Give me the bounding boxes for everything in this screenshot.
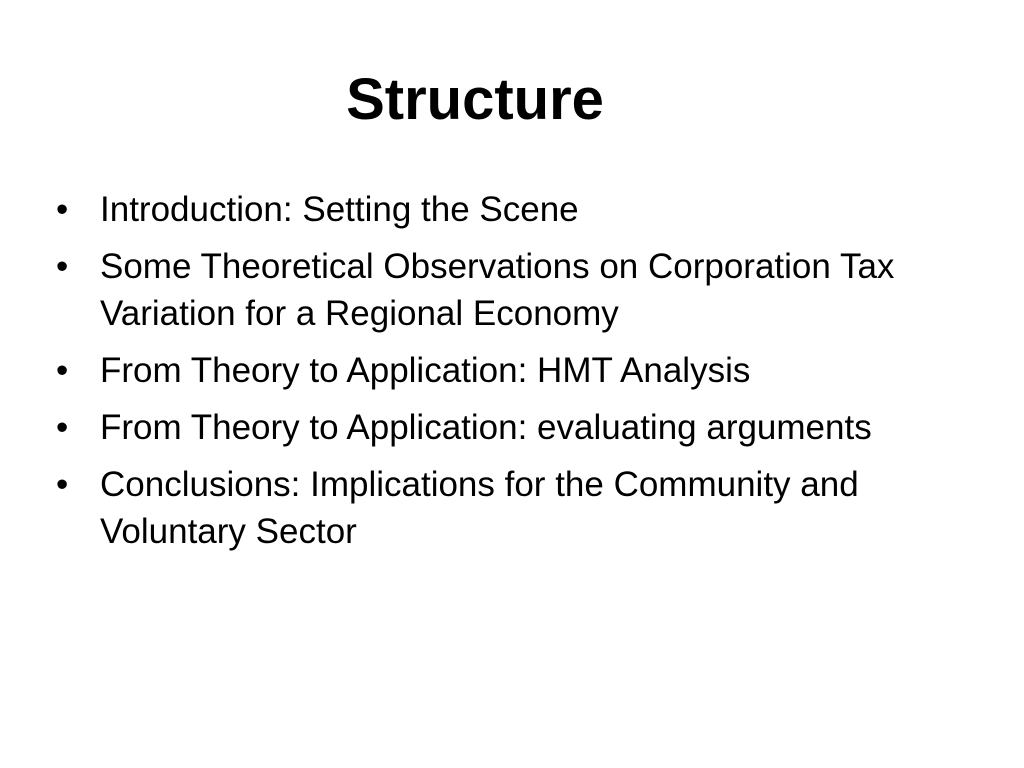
list-item (56, 404, 956, 451)
bullet-icon: • (56, 190, 69, 229)
bullet-list (56, 186, 956, 565)
bullet-icon: • (56, 465, 69, 504)
list-item (56, 347, 956, 394)
list-item-text: Introduction: Setting the Scene (100, 190, 579, 229)
bullet-icon: • (56, 351, 69, 390)
list-item (56, 186, 956, 233)
list-item-text: Conclusions: Implications for the Community and Voluntary Sector (100, 465, 859, 551)
list-item-text: Some Theoretical Observations on Corporation Tax Variation for a Regional Economy (100, 247, 895, 333)
list-item-text: From Theory to Application: evaluating arguments (100, 408, 872, 447)
list-item (56, 461, 956, 555)
bullet-icon: • (56, 408, 69, 447)
list-item (56, 243, 956, 337)
bullet-icon: • (56, 247, 69, 286)
list-item-text: From Theory to Application: HMT Analysis (100, 351, 751, 390)
slide-title: Structure (346, 67, 604, 132)
